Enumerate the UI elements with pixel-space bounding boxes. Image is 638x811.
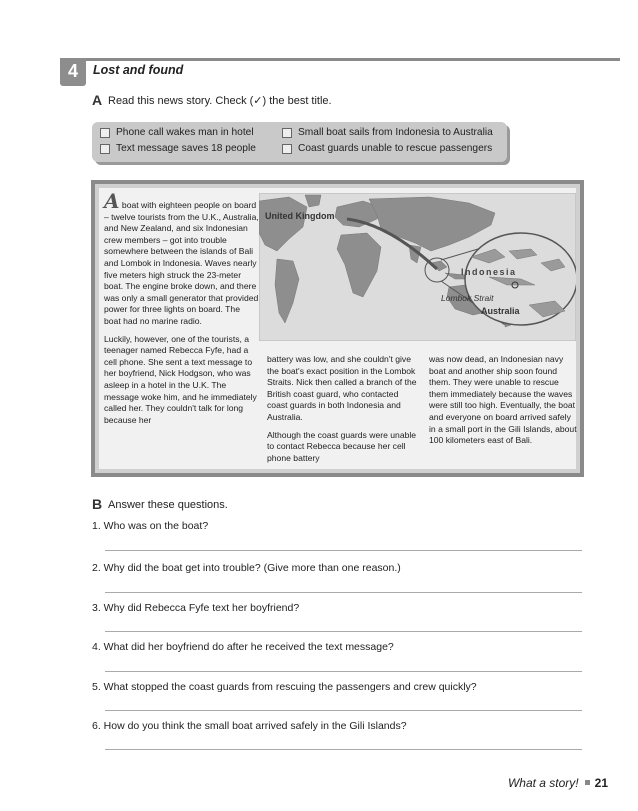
section-a-instruction: Read this news story. Check (✓) the best title.: [108, 95, 332, 107]
section-b-letter: B: [92, 496, 103, 512]
answer-line-3[interactable]: [105, 631, 582, 632]
title-choice-label: Phone call wakes man in hotel: [116, 127, 254, 138]
answer-line-4[interactable]: [105, 671, 582, 672]
section-a-letter: A: [92, 92, 103, 108]
page-footer: [508, 776, 608, 790]
checkbox[interactable]: [282, 128, 292, 138]
answer-line-6[interactable]: [105, 749, 582, 750]
question-5: 5. What stopped the coast guards from rescuing the passengers and crew quickly?: [92, 681, 477, 693]
story-paragraph: battery was low, and she couldn't give the boat's exact position in the Lombok Straits. Nick then called a branch of the British coast guard, who contacted coast guards in both Indonesia and Australia.: [267, 354, 417, 422]
label-united-kingdom: United Kingdom: [265, 211, 335, 221]
checkbox[interactable]: [100, 128, 110, 138]
story-paragraph: boat with eighteen people on board – twelve tourists from the U.K., Australia, and New Zealand, and six Indonesian crew members – got into trouble somewhere between the islands of Bali and Lombok in Indonesia. Waves nearly five meters high struck the 23-meter boat. The engine broke down, and there was only a small generator that provided power for three lights on board. The boat had no marine radio.: [104, 200, 259, 326]
world-map: [259, 193, 576, 341]
title-choice-label: Text message saves 18 people: [116, 143, 256, 154]
label-lombok-strait: Lombok Strait: [441, 293, 494, 303]
drop-cap: A: [104, 189, 120, 213]
title-choice-4[interactable]: [282, 143, 492, 154]
story-column-1: [104, 189, 259, 432]
label-indonesia: Indonesia: [461, 267, 517, 277]
question-6: 6. How do you think the small boat arrived safely in the Gili Islands?: [92, 720, 407, 732]
title-choices-box: [92, 122, 507, 162]
title-choice-3[interactable]: [282, 127, 493, 138]
label-australia: Australia: [481, 306, 520, 316]
story-column-2: [267, 354, 419, 470]
answer-line-2[interactable]: [105, 592, 582, 593]
footer-unit-title: What a story!: [507, 776, 579, 790]
answer-line-5[interactable]: [105, 710, 582, 711]
footer-separator: [585, 780, 590, 785]
title-choice-label: Coast guards unable to rescue passengers: [298, 143, 493, 154]
section-b-instruction: Answer these questions.: [108, 499, 228, 511]
title-choice-label: Small boat sails from Indonesia to Australia: [298, 127, 493, 138]
checkbox[interactable]: [100, 144, 110, 154]
header-rule: [60, 58, 620, 61]
page-number: 21: [594, 776, 608, 790]
answer-line-1[interactable]: [105, 550, 582, 551]
question-3: 3. Why did Rebecca Fyfe text her boyfriend?: [92, 602, 300, 614]
question-4: 4. What did her boyfriend do after he received the text message?: [92, 641, 394, 653]
question-2: 2. Why did the boat get into trouble? (Give more than one reason.): [92, 562, 401, 574]
story-column-3: [429, 354, 577, 453]
exercise-number-badge: 4: [60, 58, 86, 86]
story-paragraph: was now dead, an Indonesian navy boat and another ship soon found them. They were unable to rescue them immediately because the waves were still too high. Eventually, the boat and everyone on board arrived safely in a small port in the Gili Islands, about 100 kilometers east of Bali.: [429, 354, 577, 446]
story-paragraph: Although the coast guards were unable to contact Rebecca because her cell phone battery: [267, 429, 417, 463]
exercise-title: Lost and found: [93, 63, 184, 77]
title-choice-2[interactable]: [100, 143, 256, 154]
question-1: 1. Who was on the boat?: [92, 520, 209, 532]
story-paragraph: Luckily, however, one of the tourists, a teenager named Rebecca Fyfe, had a cell phone. She sent a text message to her boyfriend, Nick Hodgson, who was asleep in a hotel in the U.K. The message woke him, and he immediately called her. They couldn't talk for long because her: [104, 333, 257, 425]
title-choice-1[interactable]: [100, 127, 254, 138]
checkbox[interactable]: [282, 144, 292, 154]
